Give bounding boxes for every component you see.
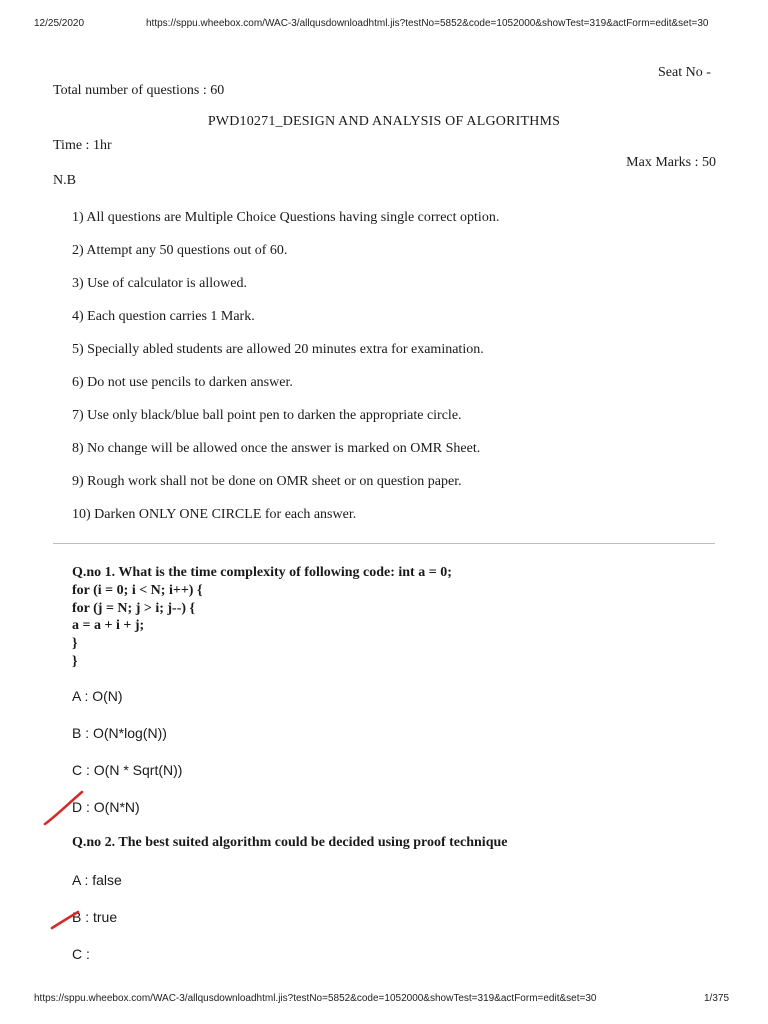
question-2-text: Q.no 2. The best suited algorithm could be decided using proof technique [72, 835, 508, 850]
question-line: } [72, 636, 78, 652]
q1-option-b: B : O(N*log(N)) [72, 725, 167, 741]
paper-title: PWD10271_DESIGN AND ANALYSIS OF ALGORITHMS [207, 114, 561, 129]
exam-time: Time : 1hr [53, 138, 112, 153]
instruction-item: 6) Do not use pencils to darken answer. [72, 375, 293, 390]
q2-option-a: A : false [72, 872, 122, 888]
print-date: 12/25/2020 [34, 18, 85, 29]
q1-option-d: D : O(N*N) [72, 799, 140, 815]
print-url: https://sppu.wheebox.com/WAC-3/allqusdownloadhtml.jis?testNo=5852&code=1052000&showTest=319&actForm=edit&set=30 [146, 18, 709, 29]
instruction-item: 10) Darken ONLY ONE CIRCLE for each answer. [72, 507, 357, 522]
instruction-item: 5) Specially abled students are allowed 20 minutes extra for examination. [72, 342, 484, 357]
question-line: Q.no 1. What is the time complexity of following code: int a = 0; [72, 565, 452, 580]
instruction-item: 9) Rough work shall not be done on OMR sheet or on question paper. [72, 474, 462, 489]
q1-option-c: C : O(N * Sqrt(N)) [72, 762, 183, 778]
question-line: a = a + i + j; [72, 618, 145, 634]
question-1-text [72, 564, 452, 671]
question-line: for (j = N; j > i; j--) { [72, 600, 196, 616]
question-line: } [72, 653, 78, 669]
q2-option-b: B : true [72, 909, 118, 925]
instruction-item: 3) Use of calculator is allowed. [72, 276, 247, 291]
question-line: for (i = 0; i < N; i++) { [72, 582, 203, 598]
instruction-item: 2) Attempt any 50 questions out of 60. [72, 243, 288, 258]
instruction-item: 1) All questions are Multiple Choice Questions having single correct option. [72, 210, 500, 225]
total-questions: Total number of questions : 60 [53, 83, 225, 98]
instructions-list [72, 210, 499, 540]
page-number: 1/375 [704, 993, 730, 1004]
instruction-item: 4) Each question carries 1 Mark. [72, 309, 255, 324]
q1-option-a: A : O(N) [72, 688, 123, 704]
print-url: https://sppu.wheebox.com/WAC-3/allqusdownloadhtml.jis?testNo=5852&code=1052000&showTest=319&actForm=edit&set=30 [34, 993, 597, 1004]
instruction-item: 7) Use only black/blue ball point pen to darken the appropriate circle. [72, 408, 462, 423]
q2-option-c: C : [72, 946, 90, 962]
instruction-item: 8) No change will be allowed once the answer is marked on OMR Sheet. [72, 441, 481, 456]
max-marks: Max Marks : 50 [626, 155, 716, 170]
seat-no-label: Seat No - [658, 65, 711, 80]
section-divider [53, 543, 715, 544]
nb-label: N.B [53, 173, 76, 188]
